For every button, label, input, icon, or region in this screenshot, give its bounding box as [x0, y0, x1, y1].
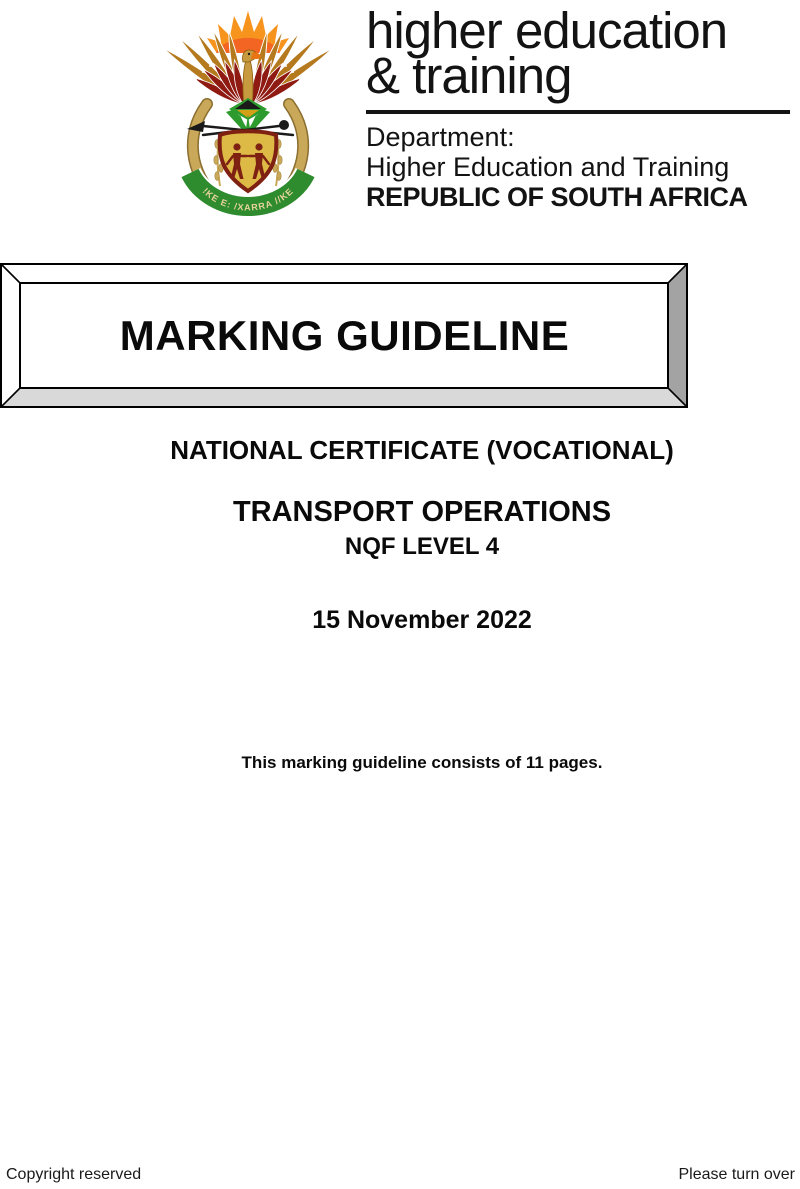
country-name: REPUBLIC OF SOUTH AFRICA — [366, 182, 748, 212]
department-block — [366, 122, 800, 212]
dept-wordmark — [366, 2, 800, 104]
wordmark-line-2: & training — [366, 47, 572, 104]
certificate-line: NATIONAL CERTIFICATE (VOCATIONAL) — [170, 435, 674, 465]
emblem-shield — [220, 131, 277, 191]
marking-guideline-box — [0, 263, 688, 408]
footer-copyright: Copyright reserved — [6, 1166, 142, 1183]
pages-note-line: This marking guideline consists of 11 pages. — [241, 753, 603, 772]
footer — [6, 1166, 795, 1184]
footer-turn-over: Please turn over — [678, 1166, 795, 1183]
coat-of-arms-logo — [163, 6, 333, 221]
header-text-block — [366, 2, 800, 212]
department-name: Higher Education and Training — [366, 152, 730, 182]
marking-guideline-title: MARKING GUIDELINE — [119, 311, 570, 359]
wordmark-line-1: higher education — [366, 2, 728, 59]
date-line: 15 November 2022 — [312, 606, 532, 634]
department-label: Department: — [366, 122, 515, 152]
header-divider — [366, 110, 790, 114]
level-line: NQF LEVEL 4 — [344, 533, 500, 560]
subject-line: TRANSPORT OPERATIONS — [232, 496, 612, 528]
emblem-motto-text: !KE E: /XARRA //KE — [200, 185, 296, 213]
